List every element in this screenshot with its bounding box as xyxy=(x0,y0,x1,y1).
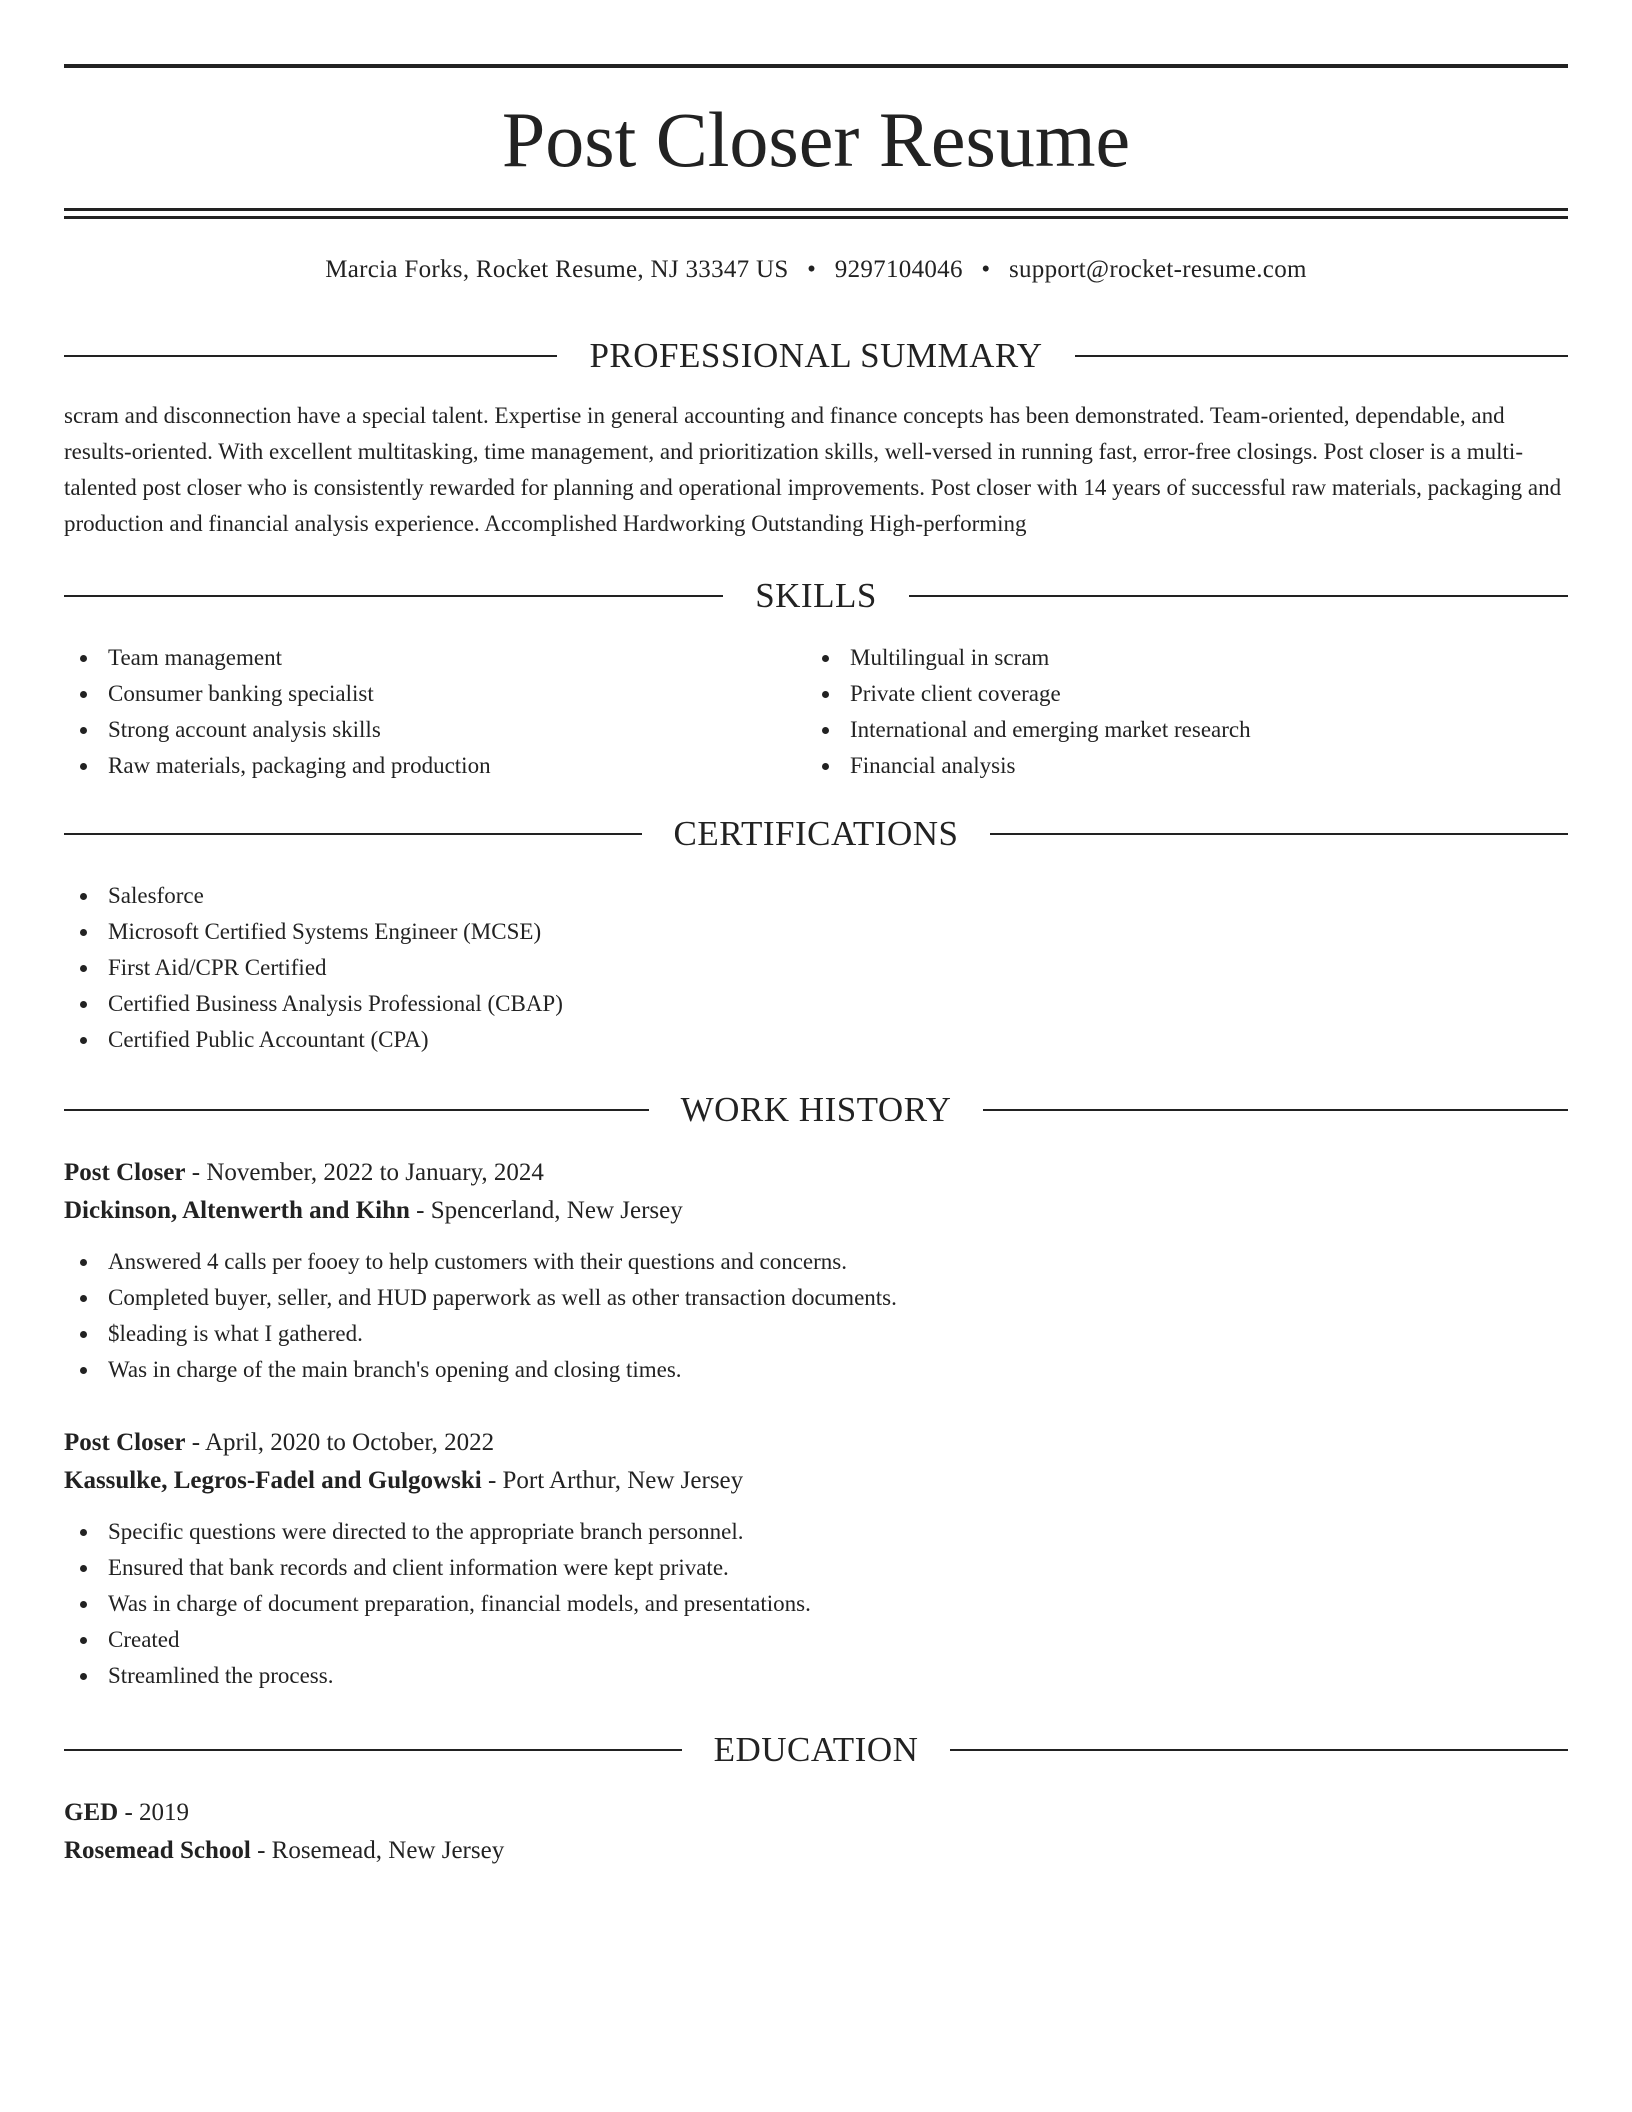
contact-address: Marcia Forks, Rocket Resume, NJ 33347 US xyxy=(325,256,789,283)
skills-column-left xyxy=(64,640,806,784)
job-company: Dickinson, Altenwerth and Kihn xyxy=(64,1197,410,1224)
job-bullet: Was in charge of document preparation, financial models, and presentations. xyxy=(64,1586,1568,1622)
job-entry xyxy=(64,1154,1568,1388)
heading-rule xyxy=(909,595,1568,597)
section-heading-work-history xyxy=(64,1088,1568,1132)
skill-item: Consumer banking specialist xyxy=(64,676,806,712)
education-year: - 2019 xyxy=(118,1799,190,1826)
job-company: Kassulke, Legros-Fadel and Gulgowski xyxy=(64,1467,482,1494)
section-title-summary: PROFESSIONAL SUMMARY xyxy=(589,336,1043,375)
contact-email: support@rocket-resume.com xyxy=(1008,256,1307,283)
contact-separator: • xyxy=(807,256,817,283)
certification-item: Salesforce xyxy=(64,878,1568,914)
job-location: - Port Arthur, New Jersey xyxy=(481,1467,744,1494)
education-location: - Rosemead, New Jersey xyxy=(250,1837,505,1864)
education-school-line xyxy=(64,1832,1568,1870)
section-title-certifications: CERTIFICATIONS xyxy=(673,814,959,853)
skill-item: Team management xyxy=(64,640,806,676)
skill-item: Raw materials, packaging and production xyxy=(64,748,806,784)
job-bullet: Was in charge of the main branch's opening and closing times. xyxy=(64,1352,1568,1388)
skill-item: Financial analysis xyxy=(806,748,1548,784)
skill-item: Private client coverage xyxy=(806,676,1548,712)
job-bullet: Streamlined the process. xyxy=(64,1658,1568,1694)
section-title-education: EDUCATION xyxy=(713,1730,919,1769)
summary-text: scram and disconnection have a special talent. Expertise in general accounting and finance concepts has been demonstrated. Team-oriented, dependable, and results-oriented. With excellent multitasking, time management, and prioritization skills, well-versed in running fast, error-free closings. Post closer is a multi-talented post closer who is consistently rewarded for planning and operational improvements. Post closer with 14 years of successful raw materials, packaging and production and financial analysis experience. Accomplished Hardworking Outstanding High-performing xyxy=(64,403,1562,536)
skill-item: International and emerging market research xyxy=(806,712,1548,748)
certifications-list xyxy=(64,878,1568,1058)
job-dates: - November, 2022 to January, 2024 xyxy=(185,1159,544,1186)
job-bullet: Created xyxy=(64,1622,1568,1658)
skill-item: Multilingual in scram xyxy=(806,640,1548,676)
job-title-line xyxy=(64,1424,1568,1462)
resume-title: Post Closer Resume xyxy=(501,96,1131,183)
education-degree-line xyxy=(64,1794,1568,1832)
job-company-line xyxy=(64,1192,1568,1230)
heading-rule xyxy=(64,595,723,597)
job-title-line xyxy=(64,1154,1568,1192)
job-bullet: Answered 4 calls per fooey to help customers with their questions and concerns. xyxy=(64,1244,1568,1280)
job-title: Post Closer xyxy=(64,1159,186,1186)
certification-item: Certified Public Accountant (CPA) xyxy=(64,1022,1568,1058)
job-bullet: Ensured that bank records and client information were kept private. xyxy=(64,1550,1568,1586)
certification-item: First Aid/CPR Certified xyxy=(64,950,1568,986)
job-bullet: $leading is what I gathered. xyxy=(64,1316,1568,1352)
heading-rule xyxy=(64,1749,682,1751)
contact-line xyxy=(64,252,1568,288)
job-entry xyxy=(64,1424,1568,1694)
heading-rule xyxy=(64,833,642,835)
certification-item: Certified Business Analysis Professional (CBAP) xyxy=(64,986,1568,1022)
title-double-rule xyxy=(64,208,1568,219)
heading-rule xyxy=(64,1109,649,1111)
section-heading-education xyxy=(64,1728,1568,1772)
job-company-line xyxy=(64,1462,1568,1500)
education-entry xyxy=(64,1794,1568,1870)
skills-list xyxy=(64,640,1568,784)
heading-rule xyxy=(990,833,1568,835)
education-degree: GED xyxy=(64,1799,119,1826)
top-rule xyxy=(64,64,1568,68)
skills-column-right xyxy=(806,640,1548,784)
job-bullet: Specific questions were directed to the appropriate branch personnel. xyxy=(64,1514,1568,1550)
heading-rule xyxy=(1075,355,1568,357)
heading-rule xyxy=(983,1109,1568,1111)
heading-rule xyxy=(950,1749,1568,1751)
section-heading-skills xyxy=(64,574,1568,618)
skill-item: Strong account analysis skills xyxy=(64,712,806,748)
certification-item: Microsoft Certified Systems Engineer (MCSE) xyxy=(64,914,1568,950)
education-school: Rosemead School xyxy=(64,1837,251,1864)
section-heading-summary xyxy=(64,334,1568,378)
job-title: Post Closer xyxy=(64,1429,186,1456)
contact-phone: 9297104046 xyxy=(834,256,963,283)
job-location: - Spencerland, New Jersey xyxy=(409,1197,683,1224)
job-bullets xyxy=(64,1514,1568,1694)
section-title-work-history: WORK HISTORY xyxy=(680,1090,952,1129)
section-heading-certifications xyxy=(64,812,1568,856)
job-dates: - April, 2020 to October, 2022 xyxy=(185,1429,495,1456)
contact-separator: • xyxy=(981,256,991,283)
section-title-skills: SKILLS xyxy=(755,576,877,615)
job-bullets xyxy=(64,1244,1568,1388)
heading-rule xyxy=(64,355,557,357)
job-bullet: Completed buyer, seller, and HUD paperwork as well as other transaction documents. xyxy=(64,1280,1568,1316)
